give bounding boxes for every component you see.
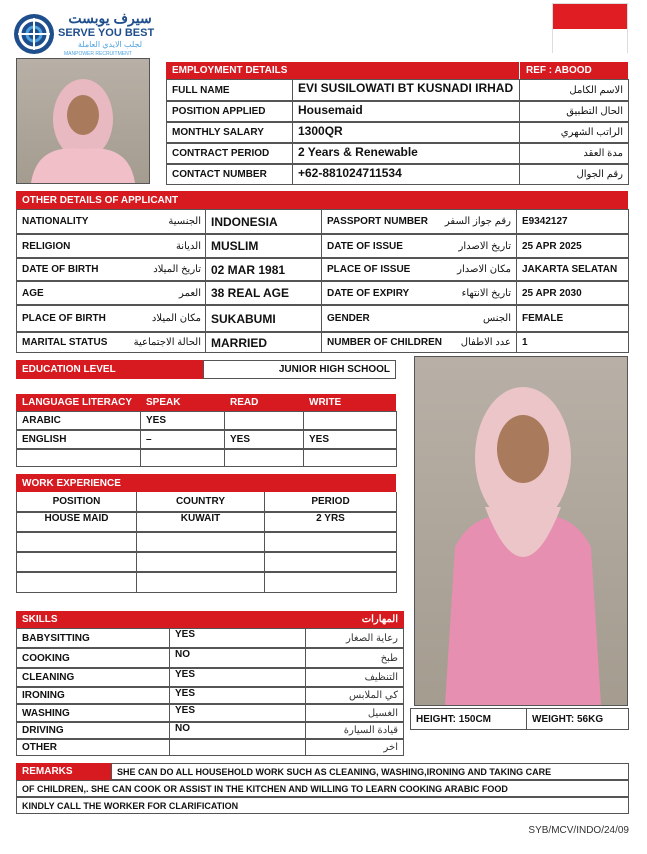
- other-left-label: MARITAL STATUS: [16, 332, 206, 353]
- other-right-label: NUMBER OF CHILDREN: [321, 332, 517, 353]
- other-right-value: E9342127: [516, 209, 629, 234]
- other-left-label-arabic: مكان الميلاد: [151, 313, 201, 324]
- work-cell: [264, 532, 397, 552]
- language-header: SPEAK: [140, 394, 225, 411]
- skill-value: YES: [169, 628, 306, 648]
- education-value: JUNIOR HIGH SCHOOL: [203, 360, 396, 379]
- employment-value: 1300QR: [292, 122, 520, 143]
- skill-name-arabic: رعاية الصغار: [305, 628, 404, 648]
- other-left-value: INDONESIA: [205, 209, 322, 234]
- skill-value: NO: [169, 648, 306, 668]
- skill-value: YES: [169, 687, 306, 704]
- skill-name-arabic: قيادة السيارة: [305, 722, 404, 739]
- other-right-value: 1: [516, 332, 629, 353]
- skill-name: OTHER: [16, 739, 170, 756]
- logo-arabic: سيرف يوبست: [68, 10, 152, 26]
- employment-value: +62-881024711534: [292, 164, 520, 185]
- skills-header: SKILLS: [16, 611, 232, 628]
- ref-label: REF : ABOOD: [519, 62, 628, 79]
- work-experience-header: WORK EXPERIENCE: [16, 474, 396, 492]
- other-right-label-arabic: عدد الاطفال: [460, 337, 511, 348]
- work-cell: [136, 572, 265, 593]
- work-cell: [16, 572, 137, 593]
- skills-header-arabic: المهارات: [232, 611, 404, 628]
- language-cell: –: [140, 430, 225, 449]
- other-left-value: 02 MAR 1981: [205, 258, 322, 281]
- language-cell: [16, 449, 141, 467]
- language-header: READ: [224, 394, 304, 411]
- remarks-line1: SHE CAN DO ALL HOUSEHOLD WORK SUCH AS CLEANING, WASHING,IRONING AND TAKING CARE: [111, 763, 629, 780]
- work-cell: 2 YRS: [264, 512, 397, 532]
- language-cell: [224, 449, 304, 467]
- employment-label: CONTACT NUMBER: [166, 164, 293, 185]
- other-left-label: NATIONALITY: [16, 209, 206, 234]
- other-right-value: 25 APR 2025: [516, 234, 629, 258]
- indonesia-flag-icon: [552, 3, 628, 53]
- other-right-value: 25 APR 2030: [516, 281, 629, 305]
- work-cell: [264, 572, 397, 593]
- employment-header: EMPLOYMENT DETAILS: [166, 62, 519, 79]
- employment-label-arabic: الاسم الكامل: [519, 79, 629, 101]
- work-cell: [264, 552, 397, 572]
- logo-arabic-sub: لجلب الايدي العاملة: [77, 40, 143, 49]
- other-left-value: SUKABUMI: [205, 305, 322, 332]
- other-right-label: GENDER: [321, 305, 517, 332]
- skill-name: BABYSITTING: [16, 628, 170, 648]
- other-left-label-arabic: الحالة الاجتماعية: [133, 337, 201, 348]
- full-body-person-icon: [415, 357, 627, 705]
- work-column-header: POSITION: [16, 492, 137, 512]
- employment-value: Housemaid: [292, 101, 520, 122]
- other-right-label: PASSPORT NUMBER: [321, 209, 517, 234]
- work-cell: HOUSE MAID: [16, 512, 137, 532]
- weight-value: WEIGHT: 56KG: [526, 708, 629, 730]
- language-cell: YES: [303, 430, 397, 449]
- language-cell: [224, 411, 304, 430]
- other-right-label: DATE OF ISSUE: [321, 234, 517, 258]
- other-left-label: PLACE OF BIRTH: [16, 305, 206, 332]
- skill-value: [169, 739, 306, 756]
- other-right-label: PLACE OF ISSUE: [321, 258, 517, 281]
- employment-label-arabic: رقم الجوال: [519, 164, 629, 185]
- education-label: EDUCATION LEVEL: [16, 360, 204, 379]
- language-cell: [140, 449, 225, 467]
- employment-label: POSITION APPLIED: [166, 101, 293, 122]
- skill-name-arabic: كي الملابس: [305, 687, 404, 704]
- work-cell: KUWAIT: [136, 512, 265, 532]
- work-column-header: COUNTRY: [136, 492, 265, 512]
- skill-name-arabic: الغسيل: [305, 704, 404, 722]
- other-right-label-arabic: تاريخ الاصدار: [458, 240, 511, 252]
- skill-name: IRONING: [16, 687, 170, 704]
- remarks-line3: KINDLY CALL THE WORKER FOR CLARIFICATION: [16, 797, 629, 814]
- skill-name: WASHING: [16, 704, 170, 722]
- language-cell: [303, 411, 397, 430]
- remarks-line2: OF CHILDREN,. SHE CAN COOK OR ASSIST IN THE KITCHEN AND WILLING TO LEARN COOKING ARABIC FOOD: [16, 780, 629, 797]
- employment-label: MONTHLY SALARY: [166, 122, 293, 143]
- other-right-label: DATE OF EXPIRY: [321, 281, 517, 305]
- other-left-value: MARRIED: [205, 332, 322, 353]
- other-right-label-arabic: الجنس: [482, 313, 511, 324]
- skill-name-arabic: طبخ: [305, 648, 404, 668]
- language-cell: ENGLISH: [16, 430, 141, 449]
- employment-label-arabic: الحال التطبيق: [519, 101, 629, 122]
- applicant-full-photo: [414, 356, 628, 706]
- other-right-value: JAKARTA SELATAN: [516, 258, 629, 281]
- logo: [12, 10, 162, 60]
- work-cell: [16, 552, 137, 572]
- other-right-label-arabic: مكان الاصدار: [457, 264, 511, 275]
- other-left-value: 38 REAL AGE: [205, 281, 322, 305]
- footer-code: SYB/MCV/INDO/24/09: [528, 825, 629, 836]
- work-column-header: PERIOD: [264, 492, 397, 512]
- skill-name-arabic: التنظيف: [305, 668, 404, 687]
- logo-tagline: MANPOWER RECRUITMENT: [64, 51, 132, 57]
- skill-name-arabic: اخر: [305, 739, 404, 756]
- portrait-person-icon: [17, 59, 149, 183]
- skill-name: COOKING: [16, 648, 170, 668]
- other-left-label: AGE: [16, 281, 206, 305]
- language-cell: YES: [140, 411, 225, 430]
- work-cell: [136, 552, 265, 572]
- skill-name: DRIVING: [16, 722, 170, 739]
- other-left-label-arabic: تاريخ الميلاد: [153, 264, 201, 275]
- logo-name: SERVE YOU BEST: [58, 27, 155, 39]
- employment-label: FULL NAME: [166, 79, 293, 101]
- employment-label-arabic: الراتب الشهري: [519, 122, 629, 143]
- other-left-label-arabic: الجنسية: [168, 216, 201, 227]
- skill-name: CLEANING: [16, 668, 170, 687]
- language-header: LANGUAGE LITERACY: [16, 394, 141, 411]
- skill-value: YES: [169, 668, 306, 687]
- applicant-portrait-photo: [16, 58, 150, 184]
- other-left-value: MUSLIM: [205, 234, 322, 258]
- work-cell: [16, 532, 137, 552]
- language-cell: ARABIC: [16, 411, 141, 430]
- employment-value: EVI SUSILOWATI BT KUSNADI IRHAD: [292, 79, 520, 101]
- remarks-label: REMARKS: [16, 763, 112, 780]
- work-cell: [136, 532, 265, 552]
- other-left-label: DATE OF BIRTH: [16, 258, 206, 281]
- other-right-label-arabic: تاريخ الانتهاء: [461, 287, 511, 299]
- skill-value: YES: [169, 704, 306, 722]
- other-details-header: OTHER DETAILS OF APPLICANT: [16, 191, 628, 209]
- skill-value: NO: [169, 722, 306, 739]
- other-right-value: FEMALE: [516, 305, 629, 332]
- language-cell: [303, 449, 397, 467]
- other-left-label-arabic: الديانة: [175, 240, 201, 252]
- employment-value: 2 Years & Renewable: [292, 143, 520, 164]
- other-left-label: RELIGION: [16, 234, 206, 258]
- height-value: HEIGHT: 150CM: [410, 708, 527, 730]
- other-right-label-arabic: رقم جواز السفر: [444, 216, 511, 227]
- language-header: WRITE: [303, 394, 397, 411]
- employment-label: CONTRACT PERIOD: [166, 143, 293, 164]
- logo-emblem-icon: [12, 12, 56, 56]
- employment-label-arabic: مدة العقد: [519, 143, 629, 164]
- language-cell: YES: [224, 430, 304, 449]
- other-left-label-arabic: العمر: [179, 287, 201, 299]
